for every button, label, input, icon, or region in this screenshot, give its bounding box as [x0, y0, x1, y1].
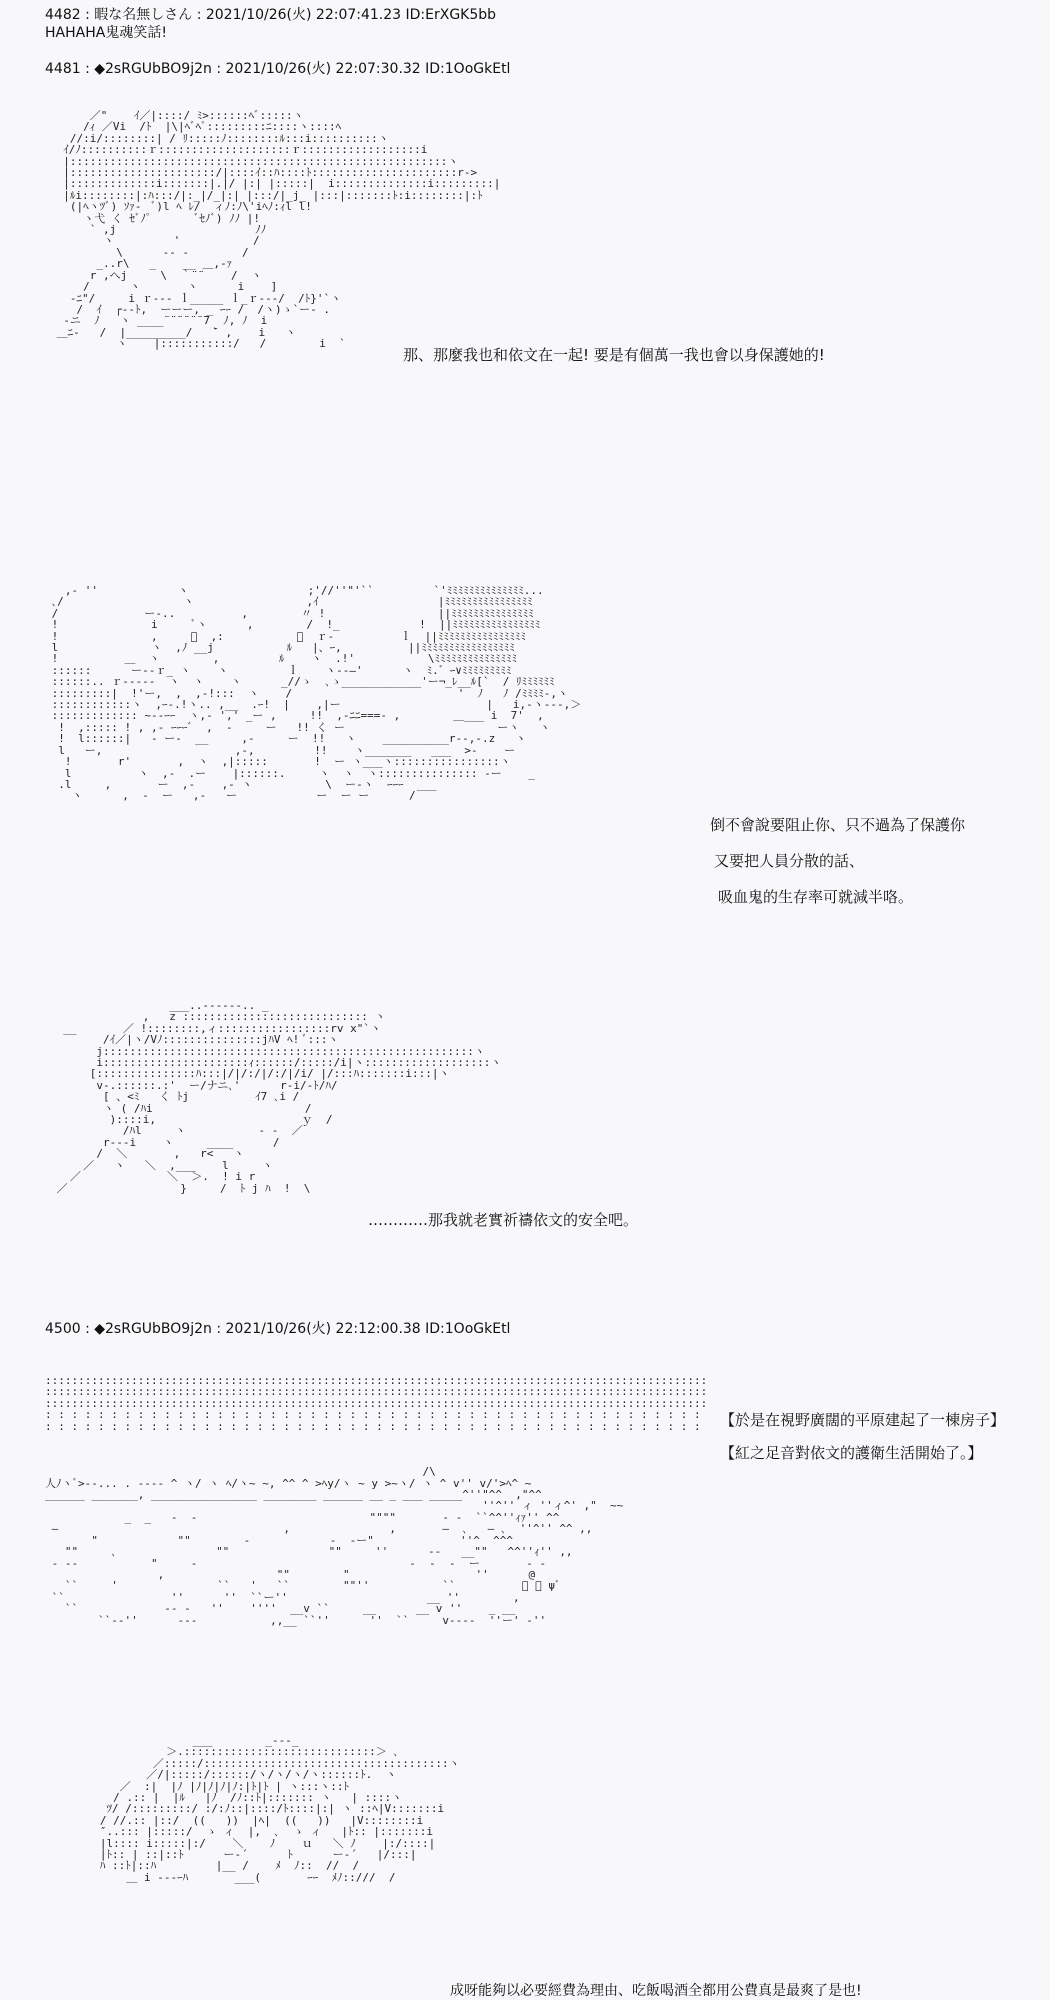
post-header-4481: 4481 : ◆2sRGUbBO9j2n : 2021/10/26(火) 22:07:30.32 ID:1OoGkEtl [45, 61, 511, 77]
caption-4481-2-line-2: 又要把人員分散的話、 [714, 852, 865, 870]
caption-4500-2: 【紅之足音對依文的護衛生活開始了。】 [720, 1444, 983, 1462]
post-header-4482: 4482 : 暇な名無しさん : 2021/10/26(火) 22:07:41.23 ID:ErXGK5bb [45, 7, 497, 23]
post-header-4500: 4500 : ◆2sRGUbBO9j2n : 2021/10/26(火) 22:12:00.38 ID:1OoGkEtl [45, 1321, 511, 1337]
caption-4481-2-line-3: 吸血鬼的生存率可就減半咯。 [718, 888, 914, 906]
ascii-art-group: ,- '' ヽ ;'//''"'`` `'ﾐﾐﾐﾐﾐﾐﾐﾐﾐﾐﾐﾐﾐﾐ... ､/ ヽ ,ｲ |ﾐﾐﾐﾐﾐﾐﾐﾐﾐﾐﾐﾐﾐﾐﾐﾐ / ー-.. , 〃 ! ||ﾐﾐﾐﾐﾐﾐﾐﾐﾐﾐﾐﾐﾐﾐﾐ ! i ﾞヽ , / !_ ! ||ﾐﾐﾐﾐﾐﾐﾐﾐﾐﾐﾐﾐﾐﾐﾐﾐ ! , ﾞ ,: 〃 ｒ- ｌ ||ﾐﾐﾐﾐﾐﾐﾐﾐﾐﾐﾐﾐﾐﾐﾐﾐ l ヽ ,ﾉ __j ﾙ |、ｰ, ||ﾐﾐﾐﾐﾐﾐﾐﾐﾐﾐﾐﾐﾐﾐﾐﾐﾐ ! ＿ ヽ , ﾙ ヽ .!' \ﾐﾐﾐﾐﾐﾐﾐﾐﾐﾐﾐﾐﾐﾐﾐ :::::: ー--ｒ_ ヽ ヽ ｌ ヽ--―' ヽ ﾐ.゛ｰ∨ﾐﾐﾐﾐﾐﾐﾐﾐﾐ ::::::.. ｒ----- ヽ ヽ ヽ _//ゝ ､ゝ____________'ー¬_ﾚ__ﾙ[` / ﾘﾐﾐﾐﾐﾐﾐ :::::::::| !'ー, , ,-!::: ヽ / ' ﾉ ﾉ /ﾐﾐﾐﾐ-,ヽ ::::::::::::ヽ ,ｰ-.!ヽ.. ,__ .ｰ! | ,|ー | i,-ヽ---,＞ ::::::::::::: ~--ｰｰ ヽ,- ',' _ー , !! ,-ﾆﾆ===- , ＿___ i 7' , ! ,::::: ! , ,- ｰｰｰﾞ , - ー !! く ー ーヽ ヽ ! l::::::| - ー- __ ,- ー !! ヽ __________r--,-.z ヽ l ー, ,-, !! ヽ_______ ___ >- ー ! r' , ヽ ,|::::: ! ー ヽ___ヽ::::::::::::::::ヽ l ヽ ,- .ー |::::::. ヽ ヽ ヽ::::::::::::::: -ー _ .l , ー ,- ,- ヽ \ ー-ヽ ｰｰｰ ___ ヽ , - ー ,- ー ー ー ー / [51, 584, 582, 803]
post-text-4482: HAHAHA鬼魂笑話! [45, 25, 167, 41]
ascii-art-boy-1: ／" ｲ／|::::/ ﾐ>::::::ﾍﾞ:::::ヽ /ｨ ／Vi /ﾄ |\|ﾍﾞﾍﾟ:::::::::ﾆ::::ヽ::::ﾍ //:i/::::::::| / ﾘ:::::ﾉ::::::::ﾙ:::i::::::::::ヽ ｲ/ﾉ::::::::::ｒ::::::::::::::::::::ｒ::::::::::::::::::i |:::::::::::::::::::::::::::::::::::::::::::::::::::::::::ヽ |::::::::::::::::::::::/|::::ｲ::ﾊ::::ﾄ::::::::::::::::::::::r-> |:::::::::::::i:::::::|.|/ |:| |:::::| i::::::::::::::i:::::::::| |ﾙi::::::::|:ﾊ:::/|:_|/_|:| |:::/|_j_ |:::|:::::::ﾄ:i::::::::|:ﾄ (|ﾍヽﾂﾞ) ｿｧ- ﾞ)l ﾍ ﾚ/ ィﾉ:ﾉ\'iﾍﾉ:ｨl l! ヽ弋 く ｾﾞﾉﾟ ﾞｾﾉﾞ) ﾉﾉ |! ` ,j ﾉﾉ ヽ ' / \ -- - / _..r\ _ __ ＿,-ｧ r ,へj \ ｀¨¨ / ヽ / ヽ ヽ i ] -ﾆ"/ i ｒ--- ｌ_____ ｌ_ｒ---/ /ﾄ}'`ヽ / ｲ ┌--ﾄ, ーーー, _ ｰｰ / /ヽ)ゝ`ー- . -ニ ﾉ ヽ ____¨¨¨¨¨¨7 ﾉ, ﾉ i ＿ﾆ- / |_________/ ̄` , i ヽ ヽ |:::::::::::/ / i ` [56, 109, 501, 351]
ascii-art-landscape: :::::::::::::::::::::::::::::::::::::::::::::::::::::::::::::::::::::::::::::::::::::::::::::::::::: :::::::::::::::::::::::::::::::::::::::::::::::::::::::::::::::::::::::::::::::::::::::::::::::::::: :::::::::::::::::::::::::::::::::::::::::::::::::::::::::::::::::::::::::::::::::::::::::::::::::::: : : : : : : : : : : : : : : : : : : : : : : : : : : : : : : : : : : : : : : : : : : : : : : : : : : : : : : : : : : : : : : : : : : : : : : : : : : : : : : : : : : : : : : : : : : : : : : : : : : : : /\ 人ﾉヽﾞ>--... . ---- ^ ヽ/ ヽ ﾍ/ヽ~ ~, ^^ ^ >ﾍy/ヽ ~ y >~ヽ/ ヽ ^ v'' v/'>ﾍ^ ~ ______ _______, ________________ ________ ______ __ _ ___ _____^''"^^ ,"^^ ''^'' ィ ''ィ^' ," ~~ _ _ - - """" - - ``^^''ｨｧ'' ^^ ― , , ― ､ ― ､ ''^'' ^^ ,, " "" - - -ー" ''^ ^^^ "" ､ "" "" '' -- __"" ^^''ｨ'' ,, - -- " - - - - ー - - , "" " '' @ `` ' `` ' `` ""'' `` ﾞ ﾞ ψﾞ `` '' '' ``ー'' __ '' , `` -- - '' '''' __v `` __ __ v '' _ __ ``--'' --- ,,__ ``'' '' `` v---- ''ー' -'' [45, 1374, 708, 1627]
caption-4481-2-line-1: 倒不會說要阻止你、只不過為了保護你 [710, 816, 966, 834]
caption-4481-1: 那、那麼我也和依文在一起! 要是有個萬一我也會以身保護她的! [403, 346, 825, 364]
ascii-art-boy-2: ___..------.. _ , z :::::::::::::::::::::::::::: ヽ __ ／ !::::::::,ィ:::::::::::::::::rv x"`ヽ /ｲ／|ヽ/Vﾉ:::::::::::::::jﾊV ﾍ! ﾞ:::ヽ j::::::::::::::::::::::::::::::::::::::::::::::::::::::::ヽ i::::::::::::::::::::::ｨ::::::/:::::/i|ヽ:::::::::::::::::::ヽ [:::::::::::::::ﾊ:::|/|/:/|/:/|/i/ |/:::ﾊ:::::::i:::|ヽ v-.::::::.:' ー/ナニ､' r-i/-ﾄ/ﾊ/ [ 、<ﾐ く ﾄj ｲ7 ､i / ヽ ( /ﾊi / )::::i, ｙ / /ﾊl ヽ - - ／ r---i ヽ ____ / / ＼ , r< ヽ ／ ヽ ＼ ,___ l ヽ ／ ＼ ＞. ! i r ／ } / ﾄ j ﾊ ! \ [56, 999, 502, 1195]
caption-4481-3: …………那我就老實祈禱依文的安全吧。 [368, 1211, 639, 1229]
caption-4481-2 [710, 815, 965, 923]
ascii-art-character: ___ _---_ ＞.:::::::::::::::::::::::::::::＞ ､ ／:::::/:::::::::::::::::::::::::::::::::::::ヽ ／/|:::::/::::::/ヽ/ヽ/ヽ/ヽ::::::ﾄ. ヽ ／ :| |ﾉ |ﾉ|ﾉ|ﾉ|ﾉ:|ﾄ|ﾄ | ヽ:::ヽ::ﾄ / .:: | |ﾙ |ﾉ /ﾉ::ﾄ|::::::: ヽ | ::::ヽ ﾂ/ /:::::::::/ :/:ﾉ::|::::/ﾄ::::|:| ヽ ::ﾍ|V:::::::i / //.:: |::/ (( )) |ﾍ| (( )) |V::::::::i ″..::: |:::::/ ゝ ィ |, ､ ゝ ィ |ﾄ:: |:::::::i |l:::: i:::::|:/ ＼ ﾉ ｕ ＼ ﾉ |:/::::| |ﾄ:: | ::|::ﾄ ー-´ ﾄ ー-´ |/:::| ﾊ ::ﾄ|::ﾊ |__ / ﾒ ﾉ:: // / ＿ i ---ｰﾊ ___( ｰｰ ﾒﾉ::/// / [99, 1734, 460, 1884]
caption-4500-3: 成呀能夠以必要經費為理由、吃飯喝酒全都用公費真是最爽了是也! [450, 1983, 862, 1999]
caption-4500-1: 【於是在視野廣闊的平原建起了一棟房子】 [720, 1411, 1006, 1429]
